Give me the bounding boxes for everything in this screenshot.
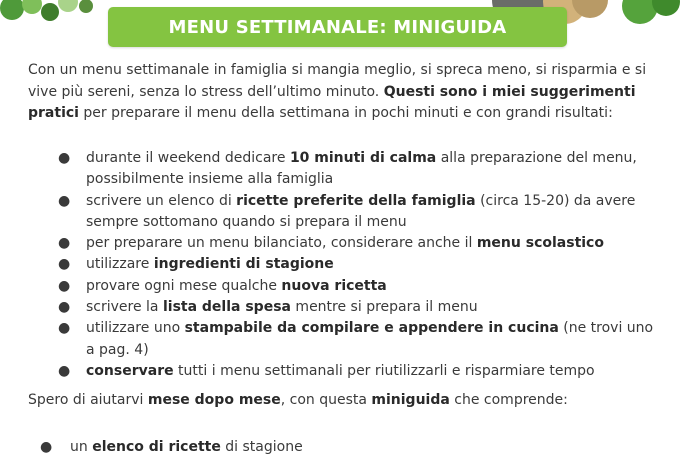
bullet-icon: ● [40,439,53,455]
guide-content [28,60,660,455]
page-title: MENU SETTIMANALE: MINIGUIDA [168,16,507,38]
item-highlight: nuova ricetta [281,277,387,294]
closing-highlight: miniguida [371,392,450,408]
bullet-icon: ● [58,150,71,166]
item-highlight: ricette preferite della famiglia [236,192,476,209]
item-text: (ne trovi uno a pag. 4) [86,320,654,358]
item-text: di stagione [220,439,303,455]
item-text: mentre si prepara il menu [290,299,478,316]
bullet-icon: ● [58,192,71,209]
intro-text-end: per preparare il menu della settimana in pochi minuti e con grandi risultati: [78,105,613,121]
item-text: durante il weekend dedicare [86,150,290,166]
item-highlight: elenco di ricette [92,439,221,455]
bullet-icon: ● [58,256,71,273]
item-text: tutti i menu settimanali per riutilizzarli e risparmiare tempo [173,362,595,379]
title-banner [108,7,567,47]
closing-highlight: mese dopo mese [147,392,281,408]
bullet-icon: ● [58,299,71,316]
list-item [28,276,660,297]
list-item [40,437,303,458]
item-text: alla preparazione del menu, possibilmente insieme alla famiglia [86,150,637,188]
list-item [28,254,660,275]
closing-text: che comprende: [449,392,568,408]
list-item [28,191,660,234]
intro-paragraph [28,60,660,125]
closing-text: , con questa [280,392,372,408]
bullet-icon: ● [58,277,71,294]
item-text: utilizzare [86,256,154,273]
item-highlight: menu scolastico [476,235,604,252]
list-item [28,318,660,361]
item-text-wrapper [40,439,303,455]
item-text: per preparare un menu bilanciato, considerare anche il [86,235,477,252]
list-item [28,148,660,191]
bullet-icon: ● [58,235,71,252]
intro-text: Con un menu settimanale in famiglia si mangia meglio, si spreca meno, si risparmia e si vive più sereni, senza lo stress dell’ultimo minuto. [28,62,647,100]
list-item [28,297,660,318]
item-highlight: 10 minuti di calma [289,150,437,166]
item-highlight: ingredienti di stagione [153,256,334,273]
list-item [28,233,660,254]
item-text: (circa 15-20) da avere sempre sottomano quando si prepara il menu [86,192,636,230]
item-text: scrivere un elenco di [86,192,237,209]
item-highlight: conservare [86,362,174,379]
tips-list [28,148,660,382]
item-text: un [70,439,93,455]
item-text: provare ogni mese qualche [86,277,282,294]
list-item [28,361,660,382]
item-text: utilizzare uno [86,320,185,337]
item-highlight: lista della spesa [162,299,291,316]
bullet-icon: ● [58,320,71,337]
item-text: scrivere la [86,299,163,316]
closing-text: Spero di aiutarvi [28,392,148,408]
bullet-icon: ● [58,362,71,379]
intro-highlight: Questi sono i miei suggerimenti pratici [28,83,636,121]
vegetables-photo-left [0,0,120,28]
item-highlight: stampabile da compilare e appendere in cucina [184,320,559,337]
closing-paragraph [28,390,568,412]
